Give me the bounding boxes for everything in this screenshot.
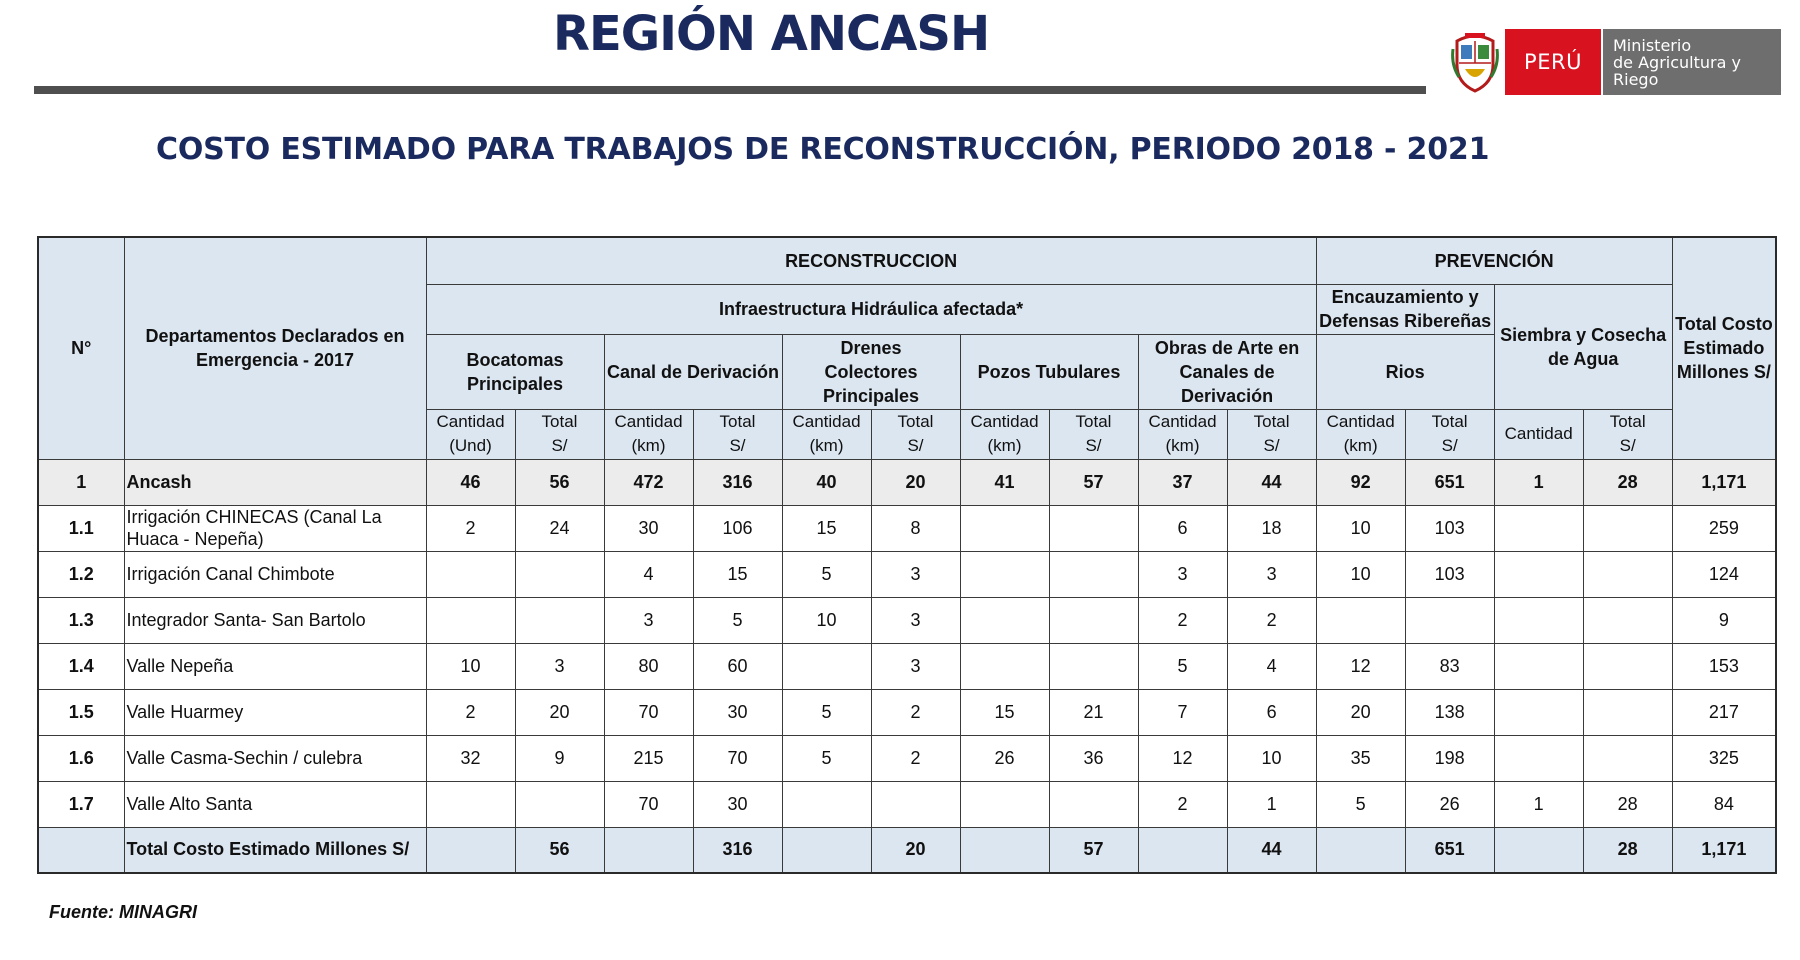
unit-siembra-cantidad: Cantidad — [1494, 409, 1583, 459]
cell-cc: 4 — [604, 551, 693, 597]
cell-ot: 6 — [1227, 689, 1316, 735]
cell-st: 28 — [1583, 459, 1672, 505]
unit-canal-total: Total S/ — [693, 409, 782, 459]
cell-bt: 24 — [515, 505, 604, 551]
cell-dc: 5 — [782, 735, 871, 781]
cell-dt: 2 — [871, 689, 960, 735]
cell-rt: 198 — [1405, 735, 1494, 781]
cell-pc — [960, 643, 1049, 689]
cell-pc: 15 — [960, 689, 1049, 735]
row-number: 1.2 — [38, 551, 124, 597]
table-row — [38, 597, 1776, 643]
cell-total: 259 — [1672, 505, 1776, 551]
row-name: Integrador Santa- San Bartolo — [124, 597, 426, 643]
total-cell-ot: 44 — [1227, 827, 1316, 873]
cell-bc — [426, 551, 515, 597]
total-cell-rt: 651 — [1405, 827, 1494, 873]
total-row-label: Total Costo Estimado Millones S/ — [124, 827, 426, 873]
cell-pc: 26 — [960, 735, 1049, 781]
cell-dt: 3 — [871, 643, 960, 689]
cell-dt: 2 — [871, 735, 960, 781]
cell-bc: 32 — [426, 735, 515, 781]
cell-rc: 12 — [1316, 643, 1405, 689]
source-note: Fuente: MINAGRI — [49, 902, 197, 922]
header-no: N° — [38, 237, 124, 459]
total-cell-empty — [960, 827, 1049, 873]
cell-bc — [426, 781, 515, 827]
total-cell-empty — [1316, 827, 1405, 873]
cell-rc: 5 — [1316, 781, 1405, 827]
unit-drenes-total: Total S/ — [871, 409, 960, 459]
cell-sc: 1 — [1494, 459, 1583, 505]
cell-dc — [782, 781, 871, 827]
cell-st — [1583, 551, 1672, 597]
cell-pt — [1049, 597, 1138, 643]
cell-pc: 41 — [960, 459, 1049, 505]
row-number: 1.6 — [38, 735, 124, 781]
total-row — [38, 827, 1776, 873]
cell-ot: 18 — [1227, 505, 1316, 551]
row-name: Valle Casma-Sechin / culebra — [124, 735, 426, 781]
row-name: Valle Alto Santa — [124, 781, 426, 827]
cell-pc — [960, 781, 1049, 827]
cell-dt: 8 — [871, 505, 960, 551]
table-row — [38, 459, 1776, 505]
cell-bt: 56 — [515, 459, 604, 505]
header-prevencion: PREVENCIÓN — [1316, 237, 1672, 284]
cell-dc: 5 — [782, 551, 871, 597]
cell-rt: 138 — [1405, 689, 1494, 735]
row-number: 1.3 — [38, 597, 124, 643]
cell-ct: 106 — [693, 505, 782, 551]
cell-bc: 10 — [426, 643, 515, 689]
cell-bt — [515, 551, 604, 597]
cell-sc: 1 — [1494, 781, 1583, 827]
cell-rt: 83 — [1405, 643, 1494, 689]
table-row — [38, 505, 1776, 551]
unit-pozos-total: Total S/ — [1049, 409, 1138, 459]
unit-drenes-cantidad: Cantidad (km) — [782, 409, 871, 459]
cell-dc: 5 — [782, 689, 871, 735]
cell-dc: 15 — [782, 505, 871, 551]
cell-ct: 316 — [693, 459, 782, 505]
total-cell-empty — [604, 827, 693, 873]
cell-sc — [1494, 689, 1583, 735]
table-row — [38, 735, 1776, 781]
title-divider — [34, 86, 1426, 94]
cell-cc: 215 — [604, 735, 693, 781]
cell-ot: 10 — [1227, 735, 1316, 781]
cell-sc — [1494, 735, 1583, 781]
cell-oc: 12 — [1138, 735, 1227, 781]
cell-bt — [515, 781, 604, 827]
cell-total: 9 — [1672, 597, 1776, 643]
unit-bocatomas-cantidad: Cantidad (Und) — [426, 409, 515, 459]
cell-sc — [1494, 643, 1583, 689]
cell-ct: 30 — [693, 689, 782, 735]
cell-total: 124 — [1672, 551, 1776, 597]
cell-oc: 2 — [1138, 597, 1227, 643]
cell-rt — [1405, 597, 1494, 643]
cell-rc: 10 — [1316, 505, 1405, 551]
cell-pt — [1049, 551, 1138, 597]
header-siembra-cosecha: Siembra y Cosecha de Agua — [1494, 284, 1672, 409]
row-number: 1.1 — [38, 505, 124, 551]
header-bocatomas: Bocatomas Principales — [426, 334, 604, 409]
cell-st — [1583, 689, 1672, 735]
peru-brand: PERÚ — [1505, 29, 1601, 95]
region-title: REGIÓN ANCASH — [553, 6, 990, 62]
cell-ot: 3 — [1227, 551, 1316, 597]
total-cell-st: 28 — [1583, 827, 1672, 873]
cell-pc — [960, 551, 1049, 597]
cell-oc: 6 — [1138, 505, 1227, 551]
table-row — [38, 643, 1776, 689]
header-total-costo: Total Costo Estimado Millones S/ — [1672, 237, 1776, 459]
ministry-brand — [1603, 29, 1781, 95]
cell-dt: 3 — [871, 551, 960, 597]
cell-oc: 37 — [1138, 459, 1227, 505]
cell-ot: 4 — [1227, 643, 1316, 689]
cell-pt — [1049, 643, 1138, 689]
row-number: 1 — [38, 459, 124, 505]
ministry-line-2: de Agricultura y Riego — [1613, 52, 1741, 89]
cell-rc: 10 — [1316, 551, 1405, 597]
row-number: 1.5 — [38, 689, 124, 735]
cell-ct: 60 — [693, 643, 782, 689]
table-row — [38, 551, 1776, 597]
coat-of-arms-icon — [1451, 31, 1499, 93]
cell-ct: 15 — [693, 551, 782, 597]
total-cell-empty — [1494, 827, 1583, 873]
total-cell-ct: 316 — [693, 827, 782, 873]
page-subtitle: COSTO ESTIMADO PARA TRABAJOS DE RECONSTRUCCIÓN, PERIODO 2018 - 2021 — [156, 132, 1490, 167]
cell-pt: 57 — [1049, 459, 1138, 505]
cell-sc — [1494, 597, 1583, 643]
cell-ot: 2 — [1227, 597, 1316, 643]
cell-dt — [871, 781, 960, 827]
cell-total: 84 — [1672, 781, 1776, 827]
row-name: Ancash — [124, 459, 426, 505]
cell-st — [1583, 735, 1672, 781]
cell-pc — [960, 597, 1049, 643]
cell-rt: 103 — [1405, 551, 1494, 597]
unit-obras-cantidad: Cantidad (km) — [1138, 409, 1227, 459]
cell-rc: 20 — [1316, 689, 1405, 735]
cell-rc — [1316, 597, 1405, 643]
cell-rt: 103 — [1405, 505, 1494, 551]
cell-total: 325 — [1672, 735, 1776, 781]
header-infraestructura: Infraestructura Hidráulica afectada* — [426, 284, 1316, 334]
cell-pt: 21 — [1049, 689, 1138, 735]
row-name: Irrigación CHINECAS (Canal La Huaca - Nepeña) — [124, 505, 426, 551]
header-drenes: Drenes Colectores Principales — [782, 334, 960, 409]
cell-bc — [426, 597, 515, 643]
cell-oc: 5 — [1138, 643, 1227, 689]
header-rios: Rios — [1316, 334, 1494, 409]
cell-rt: 26 — [1405, 781, 1494, 827]
cost-table — [37, 236, 1777, 874]
cell-rc: 92 — [1316, 459, 1405, 505]
cell-bc: 2 — [426, 505, 515, 551]
cell-cc: 70 — [604, 689, 693, 735]
unit-siembra-total: Total S/ — [1583, 409, 1672, 459]
cell-oc: 2 — [1138, 781, 1227, 827]
total-cell-bt: 56 — [515, 827, 604, 873]
total-cell-dt: 20 — [871, 827, 960, 873]
cell-ot: 44 — [1227, 459, 1316, 505]
ministry-line-1: Ministerio — [1613, 35, 1692, 55]
header-encauzamiento: Encauzamiento y Defensas Ribereñas — [1316, 284, 1494, 334]
header-pozos: Pozos Tubulares — [960, 334, 1138, 409]
cell-cc: 80 — [604, 643, 693, 689]
cell-pt: 36 — [1049, 735, 1138, 781]
ministry-logo — [1451, 28, 1781, 96]
unit-bocatomas-total: Total S/ — [515, 409, 604, 459]
cell-pc — [960, 505, 1049, 551]
cell-dc: 10 — [782, 597, 871, 643]
total-cell-empty — [782, 827, 871, 873]
header-reconstruccion: RECONSTRUCCION — [426, 237, 1316, 284]
cell-ct: 70 — [693, 735, 782, 781]
cell-st — [1583, 597, 1672, 643]
table-row — [38, 689, 1776, 735]
cell-oc: 3 — [1138, 551, 1227, 597]
cell-ot: 1 — [1227, 781, 1316, 827]
header-obras-arte: Obras de Arte en Canales de Derivación — [1138, 334, 1316, 409]
cell-bt: 20 — [515, 689, 604, 735]
cell-rt: 651 — [1405, 459, 1494, 505]
cell-dc: 40 — [782, 459, 871, 505]
unit-pozos-cantidad: Cantidad (km) — [960, 409, 1049, 459]
unit-rios-cantidad: Cantidad (km) — [1316, 409, 1405, 459]
cell-bt: 3 — [515, 643, 604, 689]
row-number: 1.4 — [38, 643, 124, 689]
cell-st — [1583, 643, 1672, 689]
cell-pt — [1049, 781, 1138, 827]
cell-bt: 9 — [515, 735, 604, 781]
cell-sc — [1494, 551, 1583, 597]
cell-oc: 7 — [1138, 689, 1227, 735]
cell-dt: 3 — [871, 597, 960, 643]
total-row-blank — [38, 827, 124, 873]
cell-st — [1583, 505, 1672, 551]
cell-cc: 3 — [604, 597, 693, 643]
table-body — [38, 459, 1776, 873]
cell-total: 153 — [1672, 643, 1776, 689]
cell-st: 28 — [1583, 781, 1672, 827]
cell-ct: 30 — [693, 781, 782, 827]
total-cell-empty — [1138, 827, 1227, 873]
total-cell-total: 1,171 — [1672, 827, 1776, 873]
table-row — [38, 781, 1776, 827]
cell-sc — [1494, 505, 1583, 551]
cell-total: 217 — [1672, 689, 1776, 735]
total-cell-empty — [426, 827, 515, 873]
row-name: Irrigación Canal Chimbote — [124, 551, 426, 597]
cell-pt — [1049, 505, 1138, 551]
row-number: 1.7 — [38, 781, 124, 827]
cell-bt — [515, 597, 604, 643]
cell-bc: 46 — [426, 459, 515, 505]
cell-dc — [782, 643, 871, 689]
header-departamentos: Departamentos Declarados en Emergencia - 2017 — [124, 237, 426, 459]
row-name: Valle Nepeña — [124, 643, 426, 689]
cell-cc: 472 — [604, 459, 693, 505]
unit-obras-total: Total S/ — [1227, 409, 1316, 459]
cell-bc: 2 — [426, 689, 515, 735]
cell-dt: 20 — [871, 459, 960, 505]
unit-canal-cantidad: Cantidad (km) — [604, 409, 693, 459]
unit-rios-total: Total S/ — [1405, 409, 1494, 459]
row-name: Valle Huarmey — [124, 689, 426, 735]
cell-ct: 5 — [693, 597, 782, 643]
header-canal-derivacion: Canal de Derivación — [604, 334, 782, 409]
cell-cc: 30 — [604, 505, 693, 551]
cell-rc: 35 — [1316, 735, 1405, 781]
total-cell-pt: 57 — [1049, 827, 1138, 873]
cell-cc: 70 — [604, 781, 693, 827]
cell-total: 1,171 — [1672, 459, 1776, 505]
